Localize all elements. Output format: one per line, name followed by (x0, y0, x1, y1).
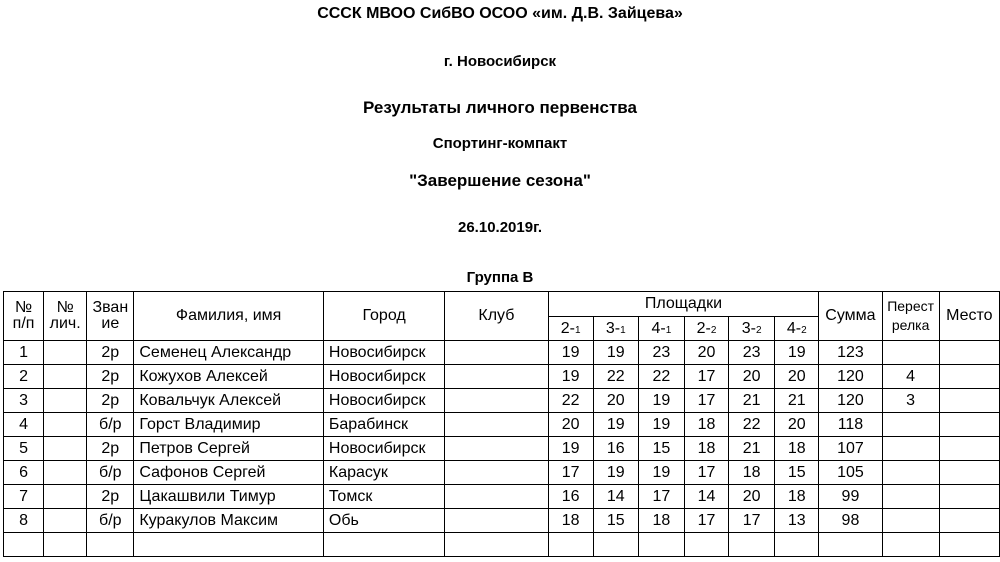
court-header: 2-1 (548, 317, 593, 341)
table-row (4, 533, 1000, 557)
rank: б/р (87, 509, 134, 533)
athlete-club (445, 485, 548, 509)
athlete-city: Новосибирск (323, 437, 444, 461)
shootoff-score: 4 (882, 365, 939, 389)
table-row (4, 485, 1000, 509)
court-header: 3-1 (593, 317, 638, 341)
rank: 2р (87, 389, 134, 413)
court-header: 4-1 (638, 317, 684, 341)
score-sum: 123 (819, 341, 882, 365)
court-score: 23 (638, 341, 684, 365)
license-number (44, 365, 87, 389)
court-score: 19 (548, 341, 593, 365)
row-number: 2 (4, 365, 44, 389)
court-score (548, 533, 593, 557)
court-score: 17 (684, 461, 728, 485)
court-score: 19 (638, 413, 684, 437)
court-score (775, 533, 819, 557)
court-score: 22 (548, 389, 593, 413)
court-score: 20 (729, 485, 775, 509)
final-place (939, 341, 999, 365)
score-sum: 107 (819, 437, 882, 461)
shootoff-score (882, 509, 939, 533)
rank (87, 533, 134, 557)
court-score: 17 (729, 509, 775, 533)
athlete-club (445, 389, 548, 413)
license-number (44, 437, 87, 461)
court-score: 22 (729, 413, 775, 437)
court-header: 4-2 (775, 317, 819, 341)
court-score: 13 (775, 509, 819, 533)
final-place (939, 389, 999, 413)
athlete-name: Петров Сергей (134, 437, 324, 461)
athlete-club (445, 341, 548, 365)
row-number: 1 (4, 341, 44, 365)
court-score: 20 (775, 365, 819, 389)
group-title: Группа В (466, 269, 534, 286)
col-city-header: Город (323, 292, 444, 341)
court-score: 17 (548, 461, 593, 485)
athlete-city: Новосибирск (323, 389, 444, 413)
final-place (939, 437, 999, 461)
score-sum: 99 (819, 485, 882, 509)
court-score: 15 (593, 509, 638, 533)
table-row (4, 341, 1000, 365)
court-score: 19 (593, 461, 638, 485)
court-score: 17 (684, 509, 728, 533)
license-number (44, 413, 87, 437)
court-score: 19 (593, 413, 638, 437)
rank: 2р (87, 341, 134, 365)
table-row (4, 437, 1000, 461)
score-sum: 120 (819, 365, 882, 389)
row-number: 6 (4, 461, 44, 485)
final-place (939, 485, 999, 509)
final-place (939, 461, 999, 485)
license-number (44, 509, 87, 533)
table-row (4, 461, 1000, 485)
col-num-header: № п/п (4, 292, 44, 341)
athlete-name: Кожухов Алексей (134, 365, 324, 389)
row-number: 3 (4, 389, 44, 413)
shootoff-score (882, 437, 939, 461)
col-license-header: № лич. (44, 292, 87, 341)
org-title: СССК МВОО СибВО ОСОО «им. Д.В. Зайцева» (317, 5, 683, 22)
table-row (4, 365, 1000, 389)
athlete-city: Новосибирск (323, 341, 444, 365)
athlete-club (445, 509, 548, 533)
col-sum-header: Сумма (819, 292, 882, 341)
license-number (44, 485, 87, 509)
table-row (4, 509, 1000, 533)
col-place-header: Место (939, 292, 999, 341)
shootoff-score (882, 341, 939, 365)
athlete-club (445, 533, 548, 557)
shootoff-score (882, 533, 939, 557)
score-sum: 98 (819, 509, 882, 533)
final-place (939, 533, 999, 557)
license-number (44, 341, 87, 365)
rank: 2р (87, 365, 134, 389)
col-courts-header: Площадки (548, 292, 819, 317)
col-name-header: Фамилия, имя (134, 292, 324, 341)
court-score (593, 533, 638, 557)
col-club-header: Клуб (445, 292, 548, 341)
event-title: "Завершение сезона" (409, 171, 591, 190)
court-header: 3-2 (729, 317, 775, 341)
athlete-city: Новосибирск (323, 365, 444, 389)
score-sum: 118 (819, 413, 882, 437)
score-sum (819, 533, 882, 557)
athlete-name: Семенец Александр (134, 341, 324, 365)
court-score: 20 (548, 413, 593, 437)
athlete-name: Горст Владимир (134, 413, 324, 437)
results-table (3, 291, 1000, 557)
court-score: 18 (548, 509, 593, 533)
city-title: г. Новосибирск (443, 53, 557, 70)
event-date: 26.10.2019г. (458, 219, 542, 236)
rank: 2р (87, 437, 134, 461)
row-number: 7 (4, 485, 44, 509)
license-number (44, 389, 87, 413)
score-sum: 120 (819, 389, 882, 413)
court-score: 18 (775, 437, 819, 461)
court-score: 18 (775, 485, 819, 509)
athlete-city: Барабинск (323, 413, 444, 437)
discipline-title: Спортинг-компакт (432, 135, 568, 152)
court-score: 16 (548, 485, 593, 509)
table-row (4, 413, 1000, 437)
row-number (4, 533, 44, 557)
athlete-name: Цакашвили Тимур (134, 485, 324, 509)
court-score: 14 (593, 485, 638, 509)
court-score: 20 (775, 413, 819, 437)
court-score: 21 (775, 389, 819, 413)
rank: б/р (87, 461, 134, 485)
court-score: 19 (548, 437, 593, 461)
court-score: 19 (593, 341, 638, 365)
row-number: 4 (4, 413, 44, 437)
court-score: 15 (775, 461, 819, 485)
row-number: 5 (4, 437, 44, 461)
court-score: 20 (593, 389, 638, 413)
athlete-name: Куракулов Максим (134, 509, 324, 533)
court-score: 17 (638, 485, 684, 509)
court-header: 2-2 (684, 317, 728, 341)
athlete-city (323, 533, 444, 557)
court-score (638, 533, 684, 557)
court-score: 21 (729, 437, 775, 461)
court-score: 17 (684, 365, 728, 389)
table-row (4, 389, 1000, 413)
court-score (729, 533, 775, 557)
court-score: 22 (593, 365, 638, 389)
court-score: 18 (729, 461, 775, 485)
court-score: 14 (684, 485, 728, 509)
court-score: 19 (775, 341, 819, 365)
shootoff-score: 3 (882, 389, 939, 413)
final-place (939, 365, 999, 389)
court-score: 21 (729, 389, 775, 413)
court-score: 19 (638, 389, 684, 413)
court-score: 22 (638, 365, 684, 389)
shootoff-score (882, 485, 939, 509)
athlete-club (445, 461, 548, 485)
shootoff-score (882, 413, 939, 437)
athlete-city: Томск (323, 485, 444, 509)
athlete-city: Обь (323, 509, 444, 533)
court-score: 23 (729, 341, 775, 365)
court-score: 20 (729, 365, 775, 389)
court-score: 18 (684, 413, 728, 437)
rank: 2р (87, 485, 134, 509)
license-number (44, 461, 87, 485)
court-score: 20 (684, 341, 728, 365)
athlete-club (445, 413, 548, 437)
row-number: 8 (4, 509, 44, 533)
athlete-city: Карасук (323, 461, 444, 485)
athlete-name: Сафонов Сергей (134, 461, 324, 485)
shootoff-score (882, 461, 939, 485)
court-score: 19 (548, 365, 593, 389)
court-score: 19 (638, 461, 684, 485)
athlete-name: Ковальчук Алексей (134, 389, 324, 413)
athlete-club (445, 365, 548, 389)
final-place (939, 509, 999, 533)
court-score: 18 (638, 509, 684, 533)
court-score: 15 (638, 437, 684, 461)
court-score: 18 (684, 437, 728, 461)
final-place (939, 413, 999, 437)
court-score (684, 533, 728, 557)
col-rank-header: Зван ие (87, 292, 134, 341)
court-score: 16 (593, 437, 638, 461)
score-sum: 105 (819, 461, 882, 485)
athlete-name (134, 533, 324, 557)
rank: б/р (87, 413, 134, 437)
col-shootoff-header: Перест релка (882, 292, 939, 341)
court-score: 17 (684, 389, 728, 413)
athlete-club (445, 437, 548, 461)
results-title: Результаты личного первенства (363, 98, 637, 117)
license-number (44, 533, 87, 557)
